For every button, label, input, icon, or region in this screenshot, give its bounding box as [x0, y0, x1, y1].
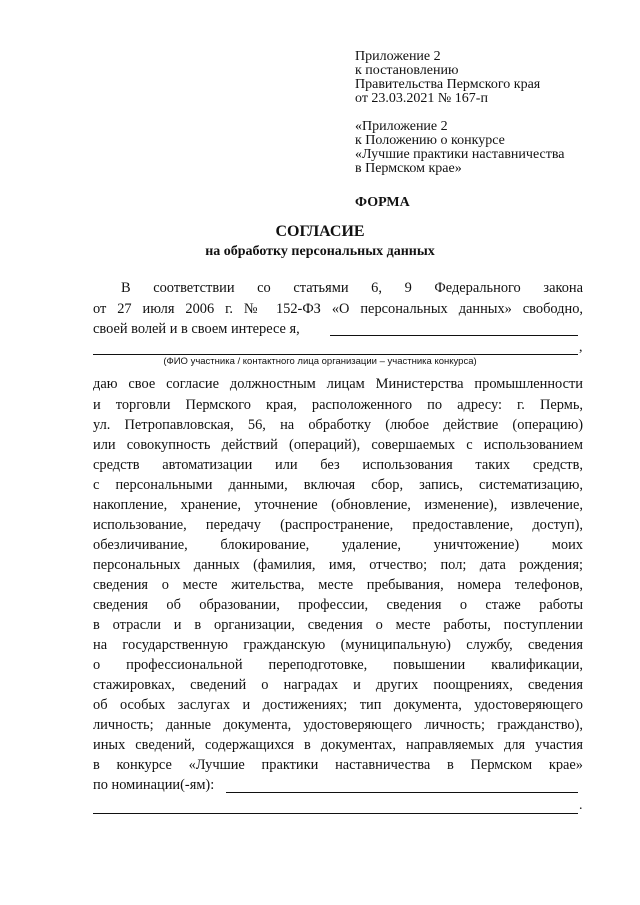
body-line: обезличивание, блокирование, удаление, уничтожение) моих — [93, 537, 583, 553]
body-line: иных сведений, содержащихся в документах, направляемых для участия — [93, 737, 583, 753]
fio-caption: (ФИО участника / контактного лица организации – участника конкурса) — [163, 356, 477, 367]
appendix-block — [355, 120, 565, 176]
body-line: в отрасли и в организации, сведения о месте работы, поступлении — [93, 617, 583, 633]
approval-block — [355, 50, 540, 106]
body-line: накопление, хранение, уточнение (обновление, изменение), извлечение, — [93, 497, 583, 513]
body-line: средств автоматизации или без использования таких средств, — [93, 457, 583, 473]
intro-line: своей волей и в своем интересе я, — [93, 321, 300, 337]
approval-line: к постановлению — [355, 63, 459, 78]
document-subtitle: на обработку персональных данных — [205, 244, 435, 259]
body-line: с персональными данными, включая сбор, запись, систематизацию, — [93, 477, 583, 493]
body-line: сведения о месте жительства, месте пребывания, номера телефонов, — [93, 577, 583, 593]
body-line: персональных данных (фамилия, имя, отчество; пол; дата рождения; — [93, 557, 583, 573]
body-line: на государственную гражданскую (муниципальную) службу, сведения — [93, 637, 583, 653]
appendix-line: «Приложение 2 — [355, 119, 448, 134]
appendix-line: в Пермском крае» — [355, 161, 462, 176]
body-line: сведения об образовании, профессии, сведения о стаже работы — [93, 597, 583, 613]
body-line: даю свое согласие должностным лицам Министерства промышленности — [93, 376, 583, 392]
appendix-line: «Лучшие практики наставничества — [355, 147, 565, 162]
appendix-line: к Положению о конкурсе — [355, 133, 505, 148]
document-title: СОГЛАСИЕ — [275, 223, 365, 240]
body-line: или совокупность действий (операций), совершаемых с использованием — [93, 437, 583, 453]
body-line: и торговли Пермского края, расположенного по адресу: г. Пермь, — [93, 397, 583, 413]
fio-input-line[interactable] — [93, 354, 578, 355]
intro-line: от 27 июля 2006 г. № 152-ФЗ «О персональных данных» свободно, — [93, 301, 583, 317]
body-line: в конкурсе «Лучшие практики наставничества в Пермском крае» — [93, 757, 583, 773]
nomination-input-line[interactable] — [226, 792, 578, 793]
body-line: личность; данные документа, удостоверяющего личность; гражданство), — [93, 717, 583, 733]
intro-line: В соответствии со статьями 6, 9 Федерального закона — [121, 280, 583, 296]
nomination-input-line-2[interactable] — [93, 813, 578, 814]
approval-line: Приложение 2 — [355, 49, 441, 64]
approval-line: Правительства Пермского края — [355, 77, 541, 92]
body-line: использование, передачу (распространение, предоставление, доступ), — [93, 517, 583, 533]
body-line: стажировках, сведений о наградах и других поощрениях, сведения — [93, 677, 583, 693]
form-label: ФОРМА — [355, 195, 410, 210]
name-input-line[interactable] — [330, 335, 578, 336]
body-line: об особых заслугах и достижениях; тип документа, удостоверяющего — [93, 697, 583, 713]
approval-line: от 23.03.2021 № 167-п — [355, 91, 488, 106]
body-line: о профессиональной переподготовке, повышении квалификации, — [93, 657, 583, 673]
nomination-label: по номинации(-ям): — [93, 777, 215, 793]
body-line: ул. Петропавловская, 56, на обработку (любое действие (операцию) — [93, 417, 583, 433]
end-mark: . — [579, 798, 583, 813]
comma-mark: , — [579, 340, 583, 355]
